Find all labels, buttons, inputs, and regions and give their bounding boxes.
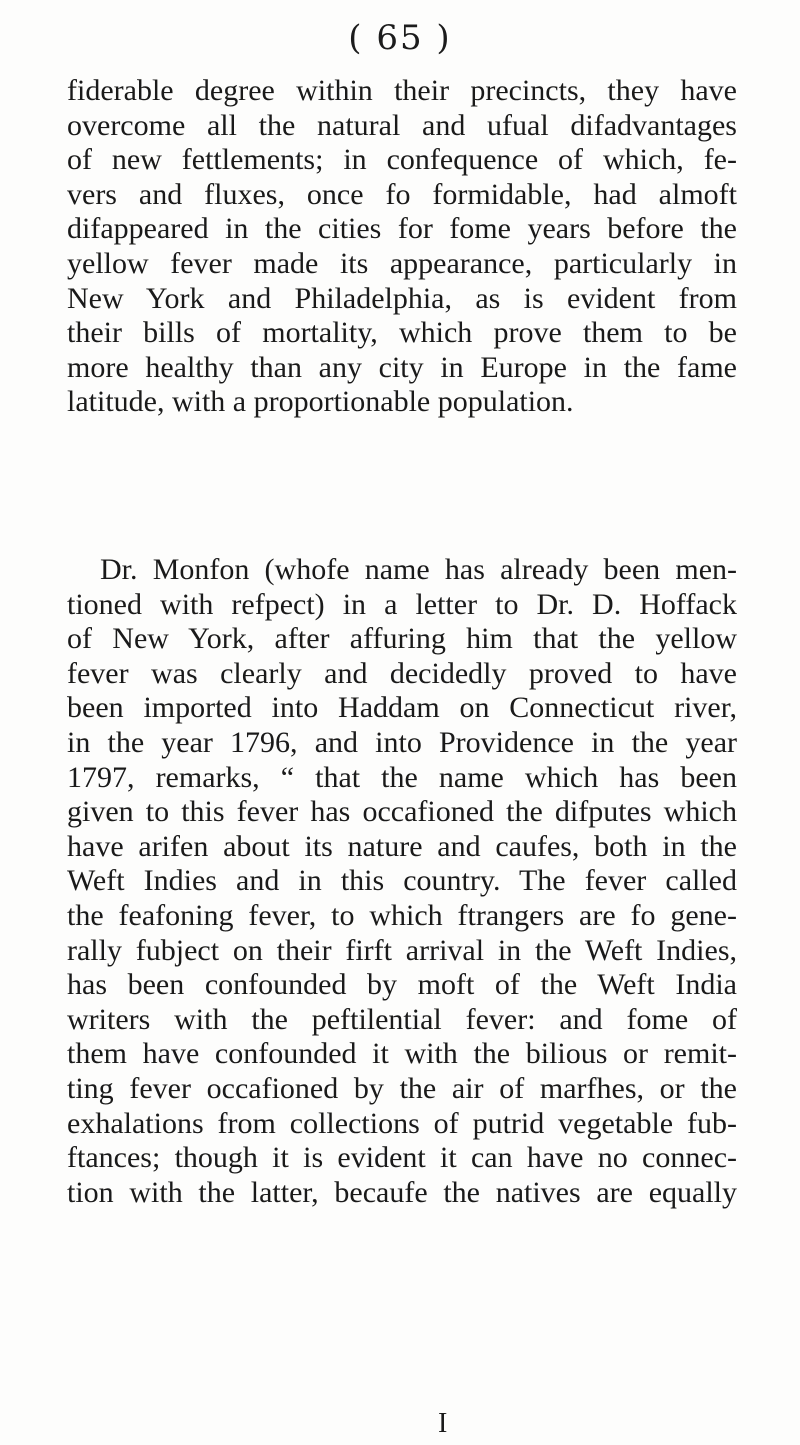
text-line: in the year 1796, and into Providence in the year: [67, 725, 737, 759]
text-line: ftances; though it is evident it can have no connec-: [67, 1141, 737, 1175]
text-line: yellow fever made its appearance, particularly in: [67, 246, 737, 280]
text-line: more healthy than any city in Europe in the fame: [67, 350, 737, 384]
paragraph-1: [67, 74, 737, 420]
text-line: fiderable degree within their precincts, they have: [67, 74, 737, 107]
text-line: New York and Philadelphia, as is evident from: [67, 281, 737, 315]
text-line: them have confounded it with the bilious or remit-: [67, 1037, 737, 1071]
text-line: of New York, after affuring him that the yellow: [67, 622, 737, 656]
text-line: rally fubject on their firft arrival in the Weft Indies,: [67, 933, 737, 967]
text-line: tion with the latter, becaufe the natives are equally: [67, 1175, 737, 1209]
catchword: I: [438, 1408, 448, 1439]
text-line: fever was clearly and decidedly proved to have: [67, 656, 737, 690]
text-line: latitude, with a proportionable population.: [67, 385, 574, 419]
text-line: tioned with refpect) in a letter to Dr. D. Hoffack: [67, 587, 737, 621]
paragraph-2: [67, 553, 737, 1210]
text-line: have arifen about its nature and caufes, both in the: [67, 829, 737, 863]
text-line: difappeared in the cities for fome years before the: [67, 212, 737, 246]
text-line: writers with the peftilential fever: and fome of: [67, 1002, 737, 1036]
text-line: has been confounded by moft of the Weft India: [67, 968, 737, 1002]
text-line: overcome all the natural and ufual difadvantages: [67, 108, 737, 142]
text-line: ting fever occafioned by the air of marfhes, or the: [67, 1071, 737, 1105]
text-line: exhalations from collections of putrid vegetable fub-: [67, 1106, 737, 1140]
text-line: of new fettlements; in confequence of which, fe-: [67, 143, 737, 177]
text-line: Dr. Monfon (whofe name has already been men-: [100, 553, 737, 586]
text-line: the feafoning fever, to which ftrangers are fo gene-: [67, 898, 737, 932]
text-line: 1797, remarks, “ that the name which has been: [67, 760, 737, 794]
text-line: given to this fever has occafioned the difputes which: [67, 795, 737, 829]
text-line: their bills of mortality, which prove them to be: [67, 316, 737, 350]
page-number: ( 65 ): [348, 18, 452, 58]
text-line: Weft Indies and in this country. The fever called: [67, 864, 737, 898]
text-line: been imported into Haddam on Connecticut river,: [67, 691, 737, 725]
text-line: vers and fluxes, once fo formidable, had almoft: [67, 177, 737, 211]
